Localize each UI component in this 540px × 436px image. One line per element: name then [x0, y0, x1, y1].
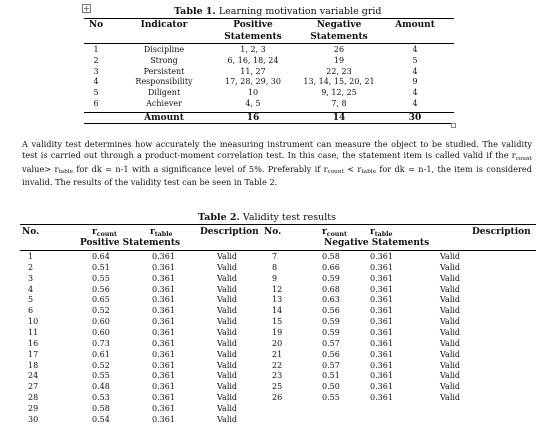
table-resize-handle[interactable]	[451, 123, 456, 128]
table1-cell-indicator: Achiever	[146, 99, 182, 108]
table-row	[0, 252, 540, 262]
table2-cell-prc: 0.60	[92, 327, 110, 337]
table1-total-label: Amount	[144, 113, 184, 123]
table1-cell-negative: 9, 12, 25	[321, 88, 357, 98]
table2-cell-nd: Valid	[440, 349, 461, 359]
table2-cell-nrt: 0.361	[370, 393, 393, 403]
table2-cell-pd: Valid	[217, 371, 238, 381]
table2-cell-prc: 0.52	[92, 360, 110, 370]
table2-cell-nno: 26	[272, 393, 283, 403]
table2-cell-prc: 0.55	[92, 371, 110, 381]
table2-cell-nno: 13	[272, 295, 283, 305]
table2-cell-nd: Valid	[440, 382, 461, 392]
table1-cell-positive: 10	[247, 88, 259, 98]
table2-cell-nno: 9	[272, 273, 278, 283]
table-row	[0, 263, 540, 273]
table2-cell-pno: 27	[28, 382, 39, 392]
table-row	[0, 350, 540, 360]
paragraph-part3: for dk = n-1 with a significance level of 5%. Preferably if r	[73, 163, 328, 174]
table2-cell-nrc: 0.51	[322, 371, 340, 381]
table1-header-positive-line2: Statements	[224, 32, 282, 42]
table1-cell-negative: 7, 8	[331, 99, 347, 108]
table1-total-positive: 16	[246, 113, 260, 123]
table2-title-label: Table 2.	[198, 212, 240, 223]
paragraph-part4: < r	[343, 163, 362, 174]
table2-cell-nno: 22	[272, 360, 283, 370]
table1-total-amount: 30	[408, 113, 422, 123]
table1-header-negative-line2: Statements	[310, 32, 368, 42]
table1-header-no: No	[88, 20, 104, 30]
table2-cell-pd: Valid	[217, 327, 238, 337]
table2-cell-nrc: 0.57	[322, 360, 340, 370]
table2-cell-prt: 0.361	[152, 327, 175, 337]
table2-cell-nno: 14	[272, 306, 283, 316]
table2-cell-prt: 0.361	[152, 338, 175, 348]
table2-header-rule	[20, 250, 536, 251]
table2-cell-nd: Valid	[440, 273, 461, 283]
table2-cell-nrt: 0.361	[370, 295, 393, 305]
table2-header-rcount-right-sub: count	[326, 230, 347, 238]
table2-cell-nrt: 0.361	[370, 360, 393, 370]
table2-cell-pno: 18	[28, 360, 39, 370]
table1-header-negative	[302, 19, 376, 43]
table1-cell-no: 2	[93, 55, 99, 65]
table1-cell-negative: 26	[333, 45, 345, 54]
table-row	[0, 317, 540, 327]
table2-cell-pd: Valid	[217, 382, 238, 392]
table2-cell-pd: Valid	[217, 295, 238, 305]
table2-cell-prt: 0.361	[152, 295, 175, 305]
table2-cell-pno: 1	[28, 252, 34, 261]
table1-cell-amount: 4	[412, 45, 418, 54]
table2-cell-prc: 0.56	[92, 284, 110, 294]
table2-cell-nno: 19	[272, 327, 283, 337]
table2-header-rcount-left-sub: count	[96, 230, 117, 238]
table2-header-description-right: Description	[472, 227, 531, 237]
table1-header-positive-line1: Positive	[233, 20, 273, 30]
table2-cell-nd: Valid	[440, 252, 461, 261]
table2-header-rcount-right-r: r	[322, 227, 327, 237]
paragraph-part1: A validity test determines how accurately the measuring instrument can measure the object to be studied. The validity test is carried out through a product-moment correlation test. In this case, the statement item is called valid if the r	[22, 139, 532, 161]
table2-cell-prt: 0.361	[152, 252, 175, 261]
paragraph-part2: value> r	[22, 163, 59, 174]
table2-cell-prc: 0.53	[92, 393, 110, 403]
table1-cell-no: 1	[93, 45, 99, 54]
table2-cell-nd: Valid	[440, 393, 461, 403]
table2-header-no-left: No.	[22, 227, 40, 237]
table2-cell-pno: 3	[28, 273, 34, 283]
table2-cell-prc: 0.58	[92, 403, 110, 413]
table1-cell-positive: 1, 2, 3	[240, 45, 266, 54]
table2-cell-nd: Valid	[440, 284, 461, 294]
table2-cell-nrt: 0.361	[370, 273, 393, 283]
table1-header-negative-line1: Negative	[316, 20, 362, 30]
table2-cell-nrt: 0.361	[370, 262, 393, 272]
table2-cell-prt: 0.361	[152, 382, 175, 392]
table2-cell-pd: Valid	[217, 252, 238, 261]
table2-cell-nrt: 0.361	[370, 327, 393, 337]
table2-cell-pno: 28	[28, 393, 39, 403]
paragraph-part5: for dk = n-1, the item is considered invalid. The results of the validity test can be seen in Table 2.	[22, 163, 533, 187]
table2-cell-pno: 17	[28, 349, 39, 359]
table1-cell-indicator: Strong	[150, 55, 178, 65]
table2-cell-nrc: 0.55	[322, 393, 340, 403]
table2-cell-nno: 8	[272, 262, 278, 272]
table2-cell-prc: 0.65	[92, 295, 110, 305]
table2-cell-pd: Valid	[217, 414, 238, 424]
table2-header-rcount-left-r: r	[92, 227, 97, 237]
table2-top-rule	[20, 224, 536, 225]
table2-header-no-right: No.	[264, 227, 282, 237]
table2-cell-nno: 15	[272, 317, 283, 327]
table1-header-amount: Amount	[395, 20, 435, 30]
table1-cell-positive: 6, 16, 18, 24	[227, 55, 279, 65]
table2-header-rtable-left-sub: table	[154, 230, 173, 238]
table-row	[0, 274, 540, 284]
table1-title-label: Table 1.	[174, 6, 216, 17]
table1-cell-indicator: Responsibility	[135, 77, 193, 87]
table2-cell-pd: Valid	[217, 360, 238, 370]
table2-cell-nrc: 0.56	[322, 349, 340, 359]
table-row	[0, 404, 540, 414]
table2-cell-nno: 21	[272, 349, 283, 359]
table2-negative-label: Negative Statements	[324, 238, 430, 248]
table1-header-indicator: Indicator	[140, 20, 188, 30]
table1-cell-amount: 4	[412, 66, 418, 76]
table2-cell-pno: 5	[28, 295, 34, 305]
table2-header-rtable-left-r: r	[150, 227, 155, 237]
table2-cell-pno: 4	[28, 284, 34, 294]
table1-cell-negative: 22, 23	[326, 66, 352, 76]
table2-cell-prt: 0.361	[152, 306, 175, 316]
table2-cell-pno: 30	[28, 414, 39, 424]
table2-cell-prc: 0.61	[92, 349, 110, 359]
table2-cell-prc: 0.51	[92, 262, 110, 272]
table2-cell-pno: 11	[28, 327, 39, 337]
table2-cell-nrc: 0.66	[322, 262, 340, 272]
table2-cell-nd: Valid	[440, 262, 461, 272]
table2-cell-nno: 23	[272, 371, 283, 381]
table2-cell-nrt: 0.361	[370, 349, 393, 359]
table-row	[0, 339, 540, 349]
table2-cell-prt: 0.361	[152, 317, 175, 327]
table2-cell-pno: 6	[28, 306, 34, 316]
table2-cell-nrt: 0.361	[370, 317, 393, 327]
table1-cell-no: 6	[93, 99, 99, 108]
table-move-handle[interactable]: +	[83, 4, 90, 13]
table2-header-rtable-right-r: r	[370, 227, 375, 237]
table-row	[0, 371, 540, 381]
table2-cell-pno: 29	[28, 403, 39, 413]
table2-cell-pno: 16	[28, 338, 39, 348]
table2-cell-nno: 20	[272, 338, 283, 348]
table1-total-negative: 14	[332, 113, 346, 123]
table-row	[0, 328, 540, 338]
table2-title-text: Validity test results	[242, 212, 336, 223]
table2-cell-nrc: 0.59	[322, 273, 340, 283]
table2-cell-pno: 2	[28, 262, 34, 272]
table2-cell-prt: 0.361	[152, 349, 175, 359]
table1-bottom-rule	[84, 123, 454, 124]
table2-cell-pd: Valid	[217, 317, 238, 327]
table2-cell-nrc: 0.59	[322, 317, 340, 327]
table2-cell-nrc: 0.57	[322, 338, 340, 348]
table2-cell-prt: 0.361	[152, 414, 175, 424]
table2-cell-nd: Valid	[440, 327, 461, 337]
table1-cell-positive: 4, 5	[245, 99, 261, 108]
table1-cell-negative: 19	[333, 55, 345, 65]
table2-cell-prc: 0.55	[92, 273, 110, 283]
table2-cell-nrc: 0.56	[322, 306, 340, 316]
table-row	[0, 295, 540, 305]
table-row	[0, 285, 540, 295]
table1-cell-no: 3	[93, 66, 99, 76]
table2-cell-nrt: 0.361	[370, 284, 393, 294]
paragraph-sub-table-1: table	[58, 169, 73, 176]
table2-cell-nd: Valid	[440, 371, 461, 381]
table2-cell-nrc: 0.59	[322, 327, 340, 337]
table2-cell-nrc: 0.63	[322, 295, 340, 305]
table2-title	[198, 212, 336, 223]
table1-header-rule	[84, 43, 454, 44]
table2-cell-prc: 0.73	[92, 338, 110, 348]
table-row	[0, 415, 540, 425]
table1-cell-amount: 4	[412, 99, 418, 108]
table2-cell-prt: 0.361	[152, 262, 175, 272]
table2-cell-nrt: 0.361	[370, 306, 393, 316]
table2-cell-nd: Valid	[440, 338, 461, 348]
table2-cell-nrc: 0.50	[322, 382, 340, 392]
table2-cell-nd: Valid	[440, 360, 461, 370]
table1-cell-negative: 13, 14, 15, 20, 21	[303, 77, 375, 87]
table2-cell-pd: Valid	[217, 393, 238, 403]
table2-cell-nrt: 0.361	[370, 338, 393, 348]
table2-cell-nrt: 0.361	[370, 382, 393, 392]
table2-cell-prt: 0.361	[152, 403, 175, 413]
table2-cell-nrt: 0.361	[370, 371, 393, 381]
table2-cell-nno: 12	[272, 284, 283, 294]
table2-cell-nno: 7	[272, 252, 278, 261]
table2-cell-prt: 0.361	[152, 284, 175, 294]
table2-cell-prt: 0.361	[152, 360, 175, 370]
table1-cell-amount: 9	[412, 77, 418, 87]
table2-cell-nno: 25	[272, 382, 283, 392]
table1-title-text: Learning motivation variable grid	[218, 6, 382, 17]
table-row	[0, 393, 540, 403]
table2-cell-pd: Valid	[217, 349, 238, 359]
table2-cell-nrc: 0.68	[322, 284, 340, 294]
table1-cell-positive: 11, 27	[240, 66, 266, 76]
table1-title	[174, 6, 382, 17]
paragraph-sub-count-1: count	[515, 155, 532, 162]
table2-header-description-left: Description	[200, 227, 259, 237]
table2-positive-label: Positive Statements	[80, 238, 181, 248]
table2-cell-pd: Valid	[217, 338, 238, 348]
table2-header-rtable-right-sub: table	[374, 230, 393, 238]
table1-cell-no: 5	[93, 88, 99, 98]
paragraph-sub-count-2: count	[327, 169, 344, 176]
table2-cell-pd: Valid	[217, 306, 238, 316]
table2-cell-pd: Valid	[217, 284, 238, 294]
table2-cell-prc: 0.52	[92, 306, 110, 316]
table1-cell-indicator: Discipline	[143, 45, 185, 54]
table2-cell-pno: 24	[28, 371, 39, 381]
table2-cell-prc: 0.60	[92, 317, 110, 327]
table1-cell-indicator: Persistent	[143, 66, 185, 76]
table-row	[0, 306, 540, 316]
validity-paragraph	[22, 139, 532, 188]
table2-cell-nd: Valid	[440, 317, 461, 327]
table1-cell-amount: 5	[412, 55, 418, 65]
table1-cell-no: 4	[93, 77, 99, 87]
table2-cell-nd: Valid	[440, 295, 461, 305]
table2-cell-nrc: 0.58	[322, 252, 340, 261]
table2-cell-prt: 0.361	[152, 371, 175, 381]
table-row	[0, 361, 540, 371]
table2-cell-prc: 0.64	[92, 252, 110, 261]
table-row	[0, 382, 540, 392]
table2-cell-pd: Valid	[217, 262, 238, 272]
table1-cell-indicator: Diligent	[147, 88, 181, 98]
table1-cell-amount: 4	[412, 88, 418, 98]
table2-cell-pd: Valid	[217, 273, 238, 283]
table1-cell-positive: 17, 28, 29, 30	[225, 77, 281, 87]
table2-cell-prc: 0.48	[92, 382, 110, 392]
table2-cell-prt: 0.361	[152, 393, 175, 403]
table2-cell-nd: Valid	[440, 306, 461, 316]
table2-cell-nrt: 0.361	[370, 252, 393, 261]
table2-cell-pd: Valid	[217, 403, 238, 413]
table2-cell-pno: 10	[28, 317, 39, 327]
table2-cell-prt: 0.361	[152, 273, 175, 283]
paragraph-sub-table-2: table	[361, 169, 376, 176]
table1-header-positive	[216, 19, 290, 43]
table2-cell-prc: 0.54	[92, 414, 110, 424]
